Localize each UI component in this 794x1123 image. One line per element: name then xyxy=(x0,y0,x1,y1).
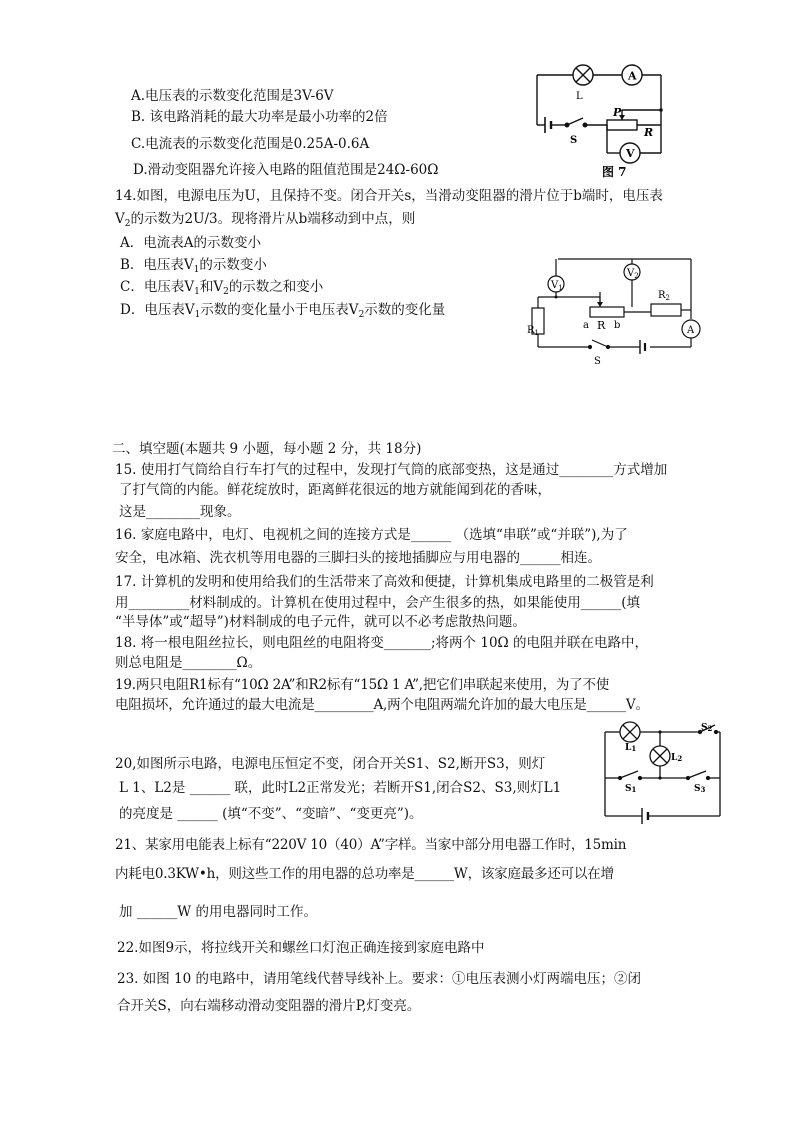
q21-line1: 21、某家用电能表上标有“220V 10（40）A”字样。当家中部分用电器工作时，15min xyxy=(115,837,627,853)
fig14-label-ammeter: A xyxy=(687,325,695,336)
q15-line1: 15. 使用打气筒给自行车打气的过程中，发现打气筒的底部变热，这是通过________方式增加 xyxy=(115,462,668,478)
figure-q20-circuit xyxy=(600,718,725,823)
q13-option-d: D.滑动变阻器允许接入电路的阻值范围是24Ω-60Ω xyxy=(133,162,439,178)
q22-line1: 22.如图9示，将拉线开关和螺丝口灯泡正确连接到家庭电路中 xyxy=(117,940,485,956)
fig7-label-l: L xyxy=(576,91,583,102)
q20-line2: L 1、L2是 ______ 联，此时L2正常发光；若断开S1,闭合S2、S3,则灯L1 xyxy=(119,780,562,796)
figure-7-circuit xyxy=(525,55,675,180)
q20-line1: 20,如图所示电路，电源电压恒定不变，闭合开关S1、S2,断开S3，则灯 xyxy=(115,756,546,772)
fig20-label-s1: S1 xyxy=(625,784,637,794)
fig20-label-s2: S2 xyxy=(701,723,713,733)
q14-option-a: A．电流表A的示数变小 xyxy=(120,235,261,251)
fig7-label-s: S xyxy=(570,135,578,146)
q18-line1: 18. 将一根电阻丝拉长，则电阻丝的电阻将变_______;将两个 10Ω 的电阻并联在电路中， xyxy=(115,635,649,651)
q14-option-b: B．电压表$V_1$的示数变小 xyxy=(120,257,267,275)
q16-line2: 安全，电冰箱、洗衣机等用电器的三脚扫头的接地插脚应与用电器的______相连。 xyxy=(115,550,601,566)
q17-line1: 17. 计算机的发明和使用给我们的生活带来了高效和便捷，计算机集成电路里的二极管是利 xyxy=(115,574,654,590)
q17-line2: 用_________材料制成的。计算机在使用过程中，会产生很多的热，如果能使用______(填 xyxy=(115,595,641,611)
fig20-label-l1: L1 xyxy=(625,743,637,753)
fig7-caption: 图 7 xyxy=(602,165,627,179)
fig14-label-a: a xyxy=(583,320,589,331)
fig14-label-v2: $V_2$ xyxy=(627,268,639,280)
q13-option-a: A.电压表的示数变化范围是3V-6V xyxy=(131,88,334,104)
fig14-label-b: b xyxy=(614,320,621,331)
q21-line2: 内耗电0.3KW•h，则这些工作的用电器的总功率是______W，该家庭最多还可以在增 xyxy=(115,866,614,882)
q16-line1: 16. 家庭电路中，电灯、电视机之间的连接方式是______ （选填“串联”或“并联”),为了 xyxy=(115,527,628,543)
figure-14-circuit xyxy=(528,252,703,370)
fig14-label-r2: $R_2$ xyxy=(658,290,670,302)
q14-option-d: D．电压表$V_1$示数的变化量小于电压表$V_2$示数的变化量 xyxy=(120,302,446,320)
fig14-label-r: R xyxy=(597,319,606,332)
q23-line2: 合开关S，向右端移动滑动变阻器的滑片P,灯变亮。 xyxy=(117,998,421,1014)
q14-stem-line1: 14.如图，电源电压为U，且保持不变。闭合开关s，当滑动变阻器的滑片位于b端时，电压表 xyxy=(115,188,663,204)
q15-line2: 了打气筒的内能。鲜花绽放时，距离鲜花很远的地方就能闻到花的香味， xyxy=(119,482,551,498)
fig7-label-v: V xyxy=(626,147,635,160)
q20-line3: 的亮度是 ______ (填“不变”、“变暗”、“变更亮”)。 xyxy=(119,806,423,822)
fig14-label-v1: $V_1$ xyxy=(551,280,563,292)
q21-line3: 加 ______W 的用电器同时工作。 xyxy=(119,904,317,920)
q14-option-c: C．电压表$V_1$和$V_2$的示数之和变小 xyxy=(120,279,324,297)
q19-line2: 电阻损坏，允许通过的最大电流是_________A,两个电阻两端允许加的最大电压是______V。 xyxy=(115,697,649,713)
q23-line1: 23. 如图 10 的电路中，请用笔线代替导线补上。要求：①电压表测小灯两端电压；②闭 xyxy=(117,971,642,987)
fig7-label-p: P xyxy=(613,106,622,119)
q17-line3: “半导体”或“超导”)材料制成的电子元件，就可以不必考虑散热问题。 xyxy=(115,614,526,630)
q14-stem-line2: $V_2$的示数为2U/3。现将滑片从b端移动到中点，则 xyxy=(115,211,416,229)
fig20-label-l2: L2 xyxy=(671,753,683,763)
fig7-label-a: A xyxy=(628,69,637,83)
q13-option-c: C.电流表的示数变化范围是0.25A-0.6A xyxy=(131,136,370,152)
q18-line2: 则总电阻是________Ω。 xyxy=(115,655,262,671)
fig14-label-s: S xyxy=(594,356,601,367)
fig14-label-r1: $R_1$ xyxy=(527,325,539,337)
q13-option-b: B. 该电路消耗的最大功率是最小功率的2倍 xyxy=(131,109,388,125)
q19-line1: 19.两只电阻R1标有“10Ω 2A”和R2标有“15Ω 1 A”,把它们串联起来使用，为了不使 xyxy=(115,677,610,693)
q15-line3: 这是________现象。 xyxy=(119,504,241,520)
fig7-label-r: R xyxy=(644,126,654,139)
section-2-heading: 二、填空题(本题共 9 小题，每小题 2 分，共 18分) xyxy=(112,441,422,457)
fig20-label-s3: S3 xyxy=(694,784,706,794)
